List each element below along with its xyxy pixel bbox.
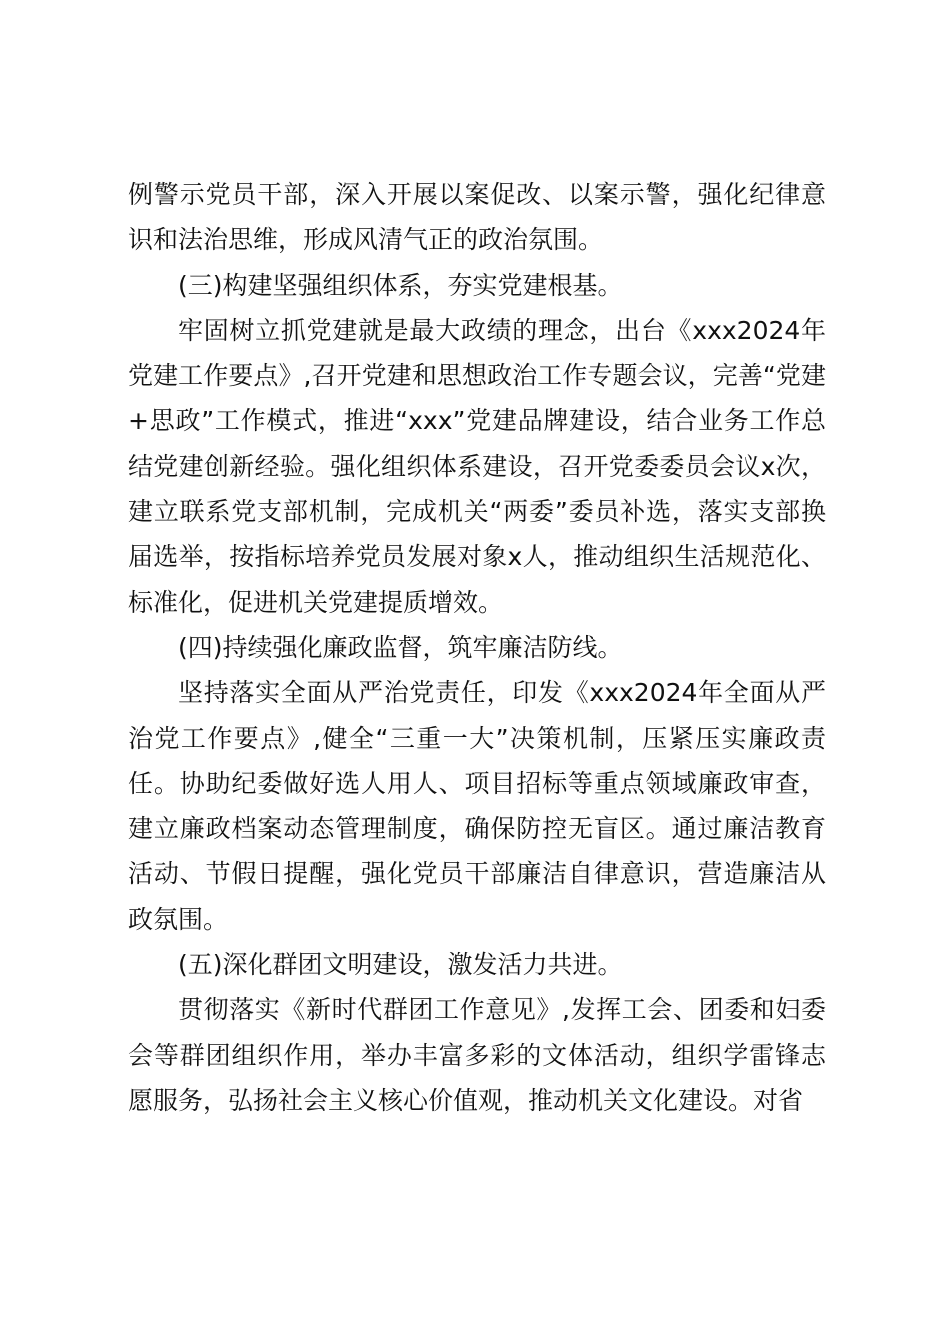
section-heading-5: (五)深化群团文明建设，激发活力共进。 — [178, 950, 623, 980]
paragraph-integrity-supervision: 坚持落实全面从严治党责任，印发《xxx2024年全面从严治党工作要点》,健全“三重一大”决策机制，压紧压实廉政责任。协助纪委做好选人用人、项目招标等重点领域廉政审查，建立廉政档案动态管理制度，确保防控无盲区。通过廉洁教育活动、节假日提醒，强化党员干部廉洁自律意识，营造廉洁从政氛围。 — [128, 678, 826, 934]
section-heading-3: (三)构建坚强组织体系，夯实党建根基。 — [178, 270, 623, 300]
section-heading-4: (四)持续强化廉政监督，筑牢廉洁防线。 — [178, 632, 623, 662]
paragraph-continuation: 例警示党员干部，深入开展以案促改、以案示警，强化纪律意识和法治思维，形成风清气正的政治氛围。 — [128, 180, 826, 255]
paragraph-mass-organizations: 贯彻落实《新时代群团工作意见》,发挥工会、团委和妇委会等群团组织作用，举办丰富多彩的文体活动，组织学雷锋志愿服务，弘扬社会主义核心价值观，推动机关文化建设。对省 — [128, 995, 826, 1115]
document-body — [128, 172, 826, 1123]
paragraph-party-building: 牢固树立抓党建就是最大政绩的理念，出台《xxx2024年党建工作要点》,召开党建和思想政治工作专题会议，完善“党建+思政”工作模式，推进“xxx”党建品牌建设，结合业务工作总结党建创新经验。强化组织体系建设，召开党委委员会议x次，建立联系党支部机制，完成机关“两委”委员补选，落实支部换届选举，按指标培养党员发展对象x人，推动组织生活规范化、标准化，促进机关党建提质增效。 — [128, 315, 826, 617]
